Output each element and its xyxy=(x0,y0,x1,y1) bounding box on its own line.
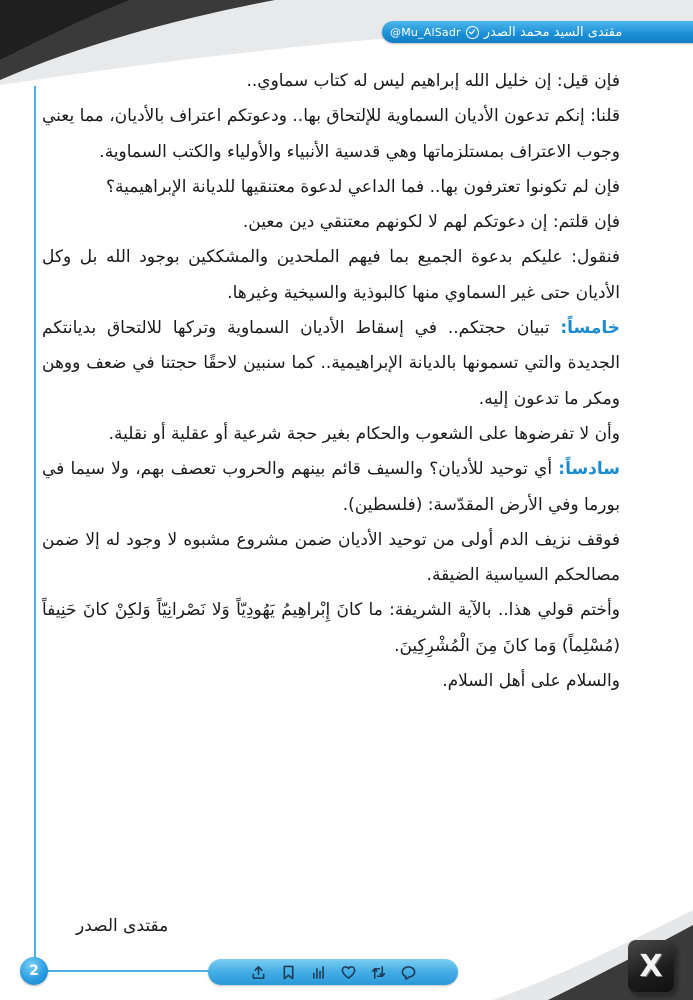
heading-sixth: سادساً: xyxy=(558,459,621,480)
frame-horizontal-line xyxy=(40,970,220,972)
paragraph-1: فإن قيل: إن خليل الله إبراهيم ليس له كتاب سماوي.. xyxy=(246,71,620,91)
paragraph-3: فإن لم تكونوا تعترفون بها.. فما الداعي لدعوة معتنقيها للديانة الإبراهيمية؟ xyxy=(105,176,620,197)
author-name: مقتدى السيد محمد الصدر xyxy=(483,24,623,40)
page-number-badge: 2 xyxy=(20,957,48,985)
paragraph-5: فنقول: عليكم بدعوة الجميع بما فيهم الملحدين والمشككين بوجود الله بل وكل الأديان حتى غير السماوي منها كالبوذية والسيخية وغيرها. xyxy=(42,247,620,303)
paragraph-9: فوقف نزيف الدم أولى من توحيد الأديان ضمن مشروع مشبوه لا وجود له إلا ضمن مصالحكم السياسية الضيقة. xyxy=(42,529,620,586)
paragraph-verse: وأختم قولي هذا.. بالآية الشريفة: ما كانَ إِبْراهِيمُ يَهُودِيّاً وَلا نَصْرانِيّاً وَلكِنْ كانَ حَنِيفاً (مُسْلِماً) وَما كانَ مِنَ الْمُشْرِكِينَ. xyxy=(42,600,620,656)
paragraph-7: وأن لا تفرضوها على الشعوب والحكام بغير حجة شرعية أو عقلية أو نقلية. xyxy=(108,423,620,444)
x-logo-glyph: X xyxy=(639,948,663,984)
frame-vertical-line xyxy=(34,86,36,966)
heading-fifth: خامساً: xyxy=(560,318,621,339)
signature: مقتدى الصدر xyxy=(76,916,169,936)
paragraph-closing: والسلام على أهل السلام. xyxy=(442,671,620,692)
author-handle: @Mu_AlSadr xyxy=(390,25,461,39)
paragraph-sixth-text: أي توحيد للأديان؟ والسيف قائم بينهم والحروب تعصف بهم، ولا سيما في بورما وفي الأرض المقدّسة: (فلسطين). xyxy=(42,459,620,515)
analytics-bars-icon[interactable] xyxy=(310,964,326,980)
paragraph-fifth xyxy=(42,311,620,417)
repost-icon[interactable] xyxy=(370,964,386,980)
verified-check-icon xyxy=(466,26,479,39)
author-header-bar[interactable] xyxy=(382,21,693,43)
bookmark-icon[interactable] xyxy=(280,964,296,980)
paragraph-2: قلنا: إنكم تدعون الأديان السماوية للإلتحاق بها.. ودعوتكم اعتراف بالأديان، مما يعني وجوب الاعتراف بمستلزماتها وهي قدسية الأنبياء والأولياء والكتب السماوية. xyxy=(42,106,620,162)
x-logo-icon xyxy=(628,940,674,992)
tweet-action-bar xyxy=(208,959,458,985)
paragraph-fifth-text: تبيان حجتكم.. في إسقاط الأديان السماوية وتركها للالتحاق بديانتكم الجديدة والتي تسمونها بالديانة الإبراهيمية.. كما سنبين لاحقًا حجتنا في ضعف ووهن ومكر ما تدعون إليه. xyxy=(42,318,620,409)
paragraph-sixth xyxy=(42,452,620,523)
share-upload-icon[interactable] xyxy=(250,964,266,980)
reply-bubble-icon[interactable] xyxy=(400,964,416,980)
heart-icon[interactable] xyxy=(340,964,356,980)
article-body xyxy=(42,64,620,699)
paragraph-4: فإن قلتم: إن دعوتكم لهم لا لكونهم معتنقي دين معين. xyxy=(242,212,620,233)
